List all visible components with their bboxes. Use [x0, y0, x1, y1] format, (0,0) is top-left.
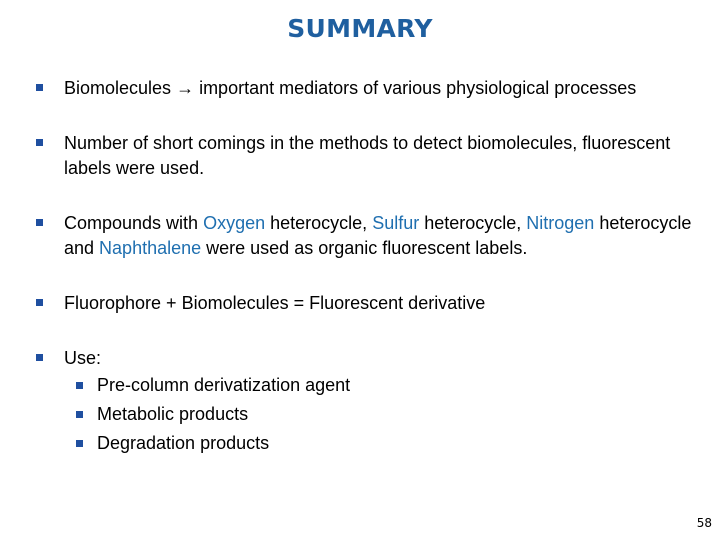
- sub-item-metabolic: [64, 400, 706, 429]
- highlight-naphthalene: Naphthalene: [99, 238, 202, 258]
- highlight-oxygen: Oxygen: [203, 213, 266, 233]
- page-number: 58: [696, 516, 712, 530]
- slide-title: SUMMARY: [287, 14, 433, 43]
- sub-item-text: Pre-column derivatization agent: [97, 375, 351, 395]
- square-bullet-icon: [36, 354, 43, 361]
- bullet-label: Use:: [64, 348, 102, 368]
- square-bullet-icon: [36, 299, 43, 306]
- bullet-text: Number of short comings in the methods to detect biomolecules, fluorescent labels were used.: [64, 133, 671, 178]
- right-arrow-icon: →: [176, 78, 195, 98]
- square-bullet-icon: [36, 219, 43, 226]
- bullet-shortcomings: [36, 131, 706, 181]
- square-bullet-icon: [76, 440, 83, 447]
- sub-bullet-list: [64, 371, 706, 458]
- sub-item-degradation: [64, 429, 706, 458]
- bullet-compounds: [36, 211, 706, 261]
- bullet-text-part: Compounds with: [64, 213, 204, 233]
- bullet-biomolecules: [36, 76, 706, 101]
- bullet-use: [36, 346, 706, 458]
- sub-item-pre-column: [64, 371, 706, 400]
- bullet-text-pre: Biomolecules: [64, 78, 177, 98]
- square-bullet-icon: [36, 139, 43, 146]
- bullet-text-part: heterocycle,: [419, 213, 527, 233]
- highlight-sulfur: Sulfur: [372, 213, 420, 233]
- sub-item-text: Degradation products: [97, 433, 270, 453]
- bullet-text-part: were used as organic fluorescent labels.: [201, 238, 528, 258]
- square-bullet-icon: [76, 382, 83, 389]
- bullet-text: Fluorophore + Biomolecules = Fluorescent derivative: [64, 293, 486, 313]
- bullet-text-part: heterocycle,: [265, 213, 373, 233]
- bullet-list: [36, 76, 706, 488]
- bullet-text-post: important mediators of various physiological processes: [194, 78, 637, 98]
- highlight-nitrogen: Nitrogen: [526, 213, 595, 233]
- bullet-fluorophore: [36, 291, 706, 316]
- bullet-text-part: heterocycle and: [64, 213, 692, 258]
- square-bullet-icon: [36, 84, 43, 91]
- sub-item-text: Metabolic products: [97, 404, 249, 424]
- square-bullet-icon: [76, 411, 83, 418]
